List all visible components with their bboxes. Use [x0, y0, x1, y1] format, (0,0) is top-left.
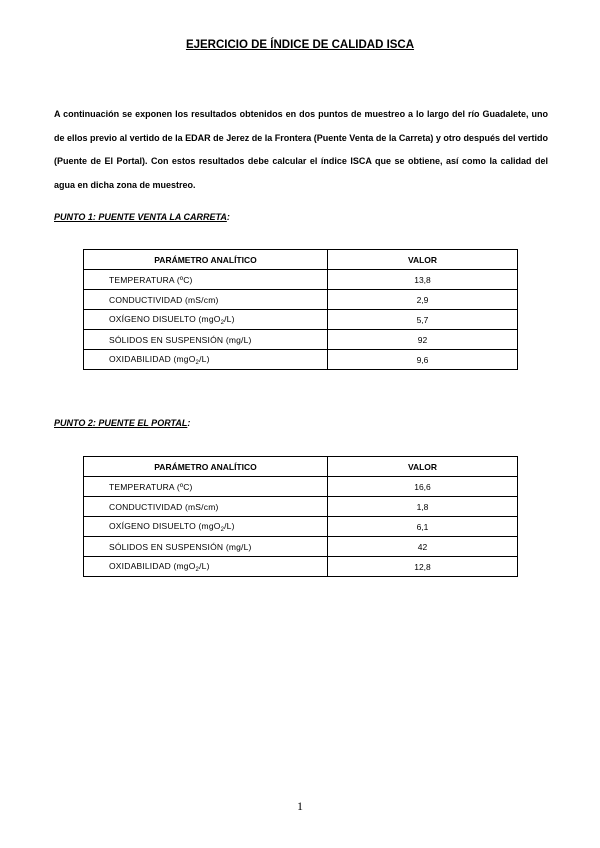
page-number: 1 — [297, 799, 303, 813]
parameter-text: OXIDABILIDAD (mgO — [109, 560, 196, 571]
table-row — [84, 477, 518, 497]
point-1-suffix: : — [226, 212, 230, 222]
table-header-row — [84, 457, 518, 477]
table-row — [84, 557, 518, 577]
parameter-cell — [84, 557, 328, 577]
value-cell: 13,8 — [328, 270, 518, 290]
value-cell: 42 — [328, 537, 518, 557]
table-row — [84, 537, 518, 557]
table-row — [84, 350, 518, 370]
table-header-row — [84, 250, 518, 270]
table-row — [84, 310, 518, 330]
document-title: EJERCICIO DE ÍNDICE DE CALIDAD ISCA — [185, 39, 415, 51]
subscript-2: 2 — [220, 319, 225, 326]
column-header-parameter: PARÁMETRO ANALÍTICO — [84, 457, 328, 477]
parameter-cell: SÓLIDOS EN SUSPENSIÓN (mg/L) — [84, 537, 328, 557]
point-2-table — [83, 456, 518, 577]
value-cell: 2,9 — [328, 290, 518, 310]
parameter-text: OXÍGENO DISUELTO (mgO — [109, 520, 221, 531]
point-2-suffix: : — [187, 418, 191, 428]
value-cell: 6,1 — [328, 517, 518, 537]
point-2-heading — [54, 418, 190, 428]
parameter-cell: CONDUCTIVIDAD (mS/cm) — [84, 497, 328, 517]
parameter-cell: SÓLIDOS EN SUSPENSIÓN (mg/L) — [84, 330, 328, 350]
point-1-label: PUNTO 1: PUENTE VENTA LA CARRETA — [54, 212, 227, 222]
subscript-2: 2 — [220, 526, 225, 533]
unit-close: /L) — [224, 313, 235, 324]
value-cell: 9,6 — [328, 350, 518, 370]
parameter-cell — [84, 517, 328, 537]
parameter-cell: TEMPERATURA (ºC) — [84, 270, 328, 290]
column-header-value: VALOR — [328, 250, 518, 270]
column-header-value: VALOR — [328, 457, 518, 477]
parameter-cell: CONDUCTIVIDAD (mS/cm) — [84, 290, 328, 310]
point-1-heading — [54, 212, 230, 222]
table-row — [84, 330, 518, 350]
subscript-2: 2 — [195, 359, 200, 366]
value-cell: 1,8 — [328, 497, 518, 517]
value-cell: 5,7 — [328, 310, 518, 330]
unit-close: /L) — [199, 353, 210, 364]
value-cell: 92 — [328, 330, 518, 350]
table-row — [84, 497, 518, 517]
subscript-2: 2 — [195, 566, 200, 573]
intro-paragraph: A continuación se exponen los resultados obtenidos en dos puntos de muestreo a lo largo del río Guadalete, uno de ellos previo al vertido de la EDAR de Jerez de la Frontera (Puente Venta de la Carreta) y otro después del vertido (Puente de El Portal). Con estos resultados debe calcular el índice ISCA que se obtiene, así como la calidad del agua en dicha zona de muestreo. — [54, 109, 548, 190]
table-row — [84, 517, 518, 537]
parameter-text: OXIDABILIDAD (mgO — [109, 353, 196, 364]
unit-close: /L) — [224, 520, 235, 531]
parameter-cell: TEMPERATURA (ºC) — [84, 477, 328, 497]
value-cell: 16,6 — [328, 477, 518, 497]
table-row — [84, 270, 518, 290]
column-header-parameter: PARÁMETRO ANALÍTICO — [84, 250, 328, 270]
value-cell: 12,8 — [328, 557, 518, 577]
unit-close: /L) — [199, 560, 210, 571]
parameter-cell — [84, 350, 328, 370]
point-2-label: PUNTO 2: PUENTE EL PORTAL — [54, 418, 188, 428]
table-row — [84, 290, 518, 310]
point-1-table — [83, 249, 518, 370]
parameter-text: OXÍGENO DISUELTO (mgO — [109, 313, 221, 324]
parameter-cell — [84, 310, 328, 330]
